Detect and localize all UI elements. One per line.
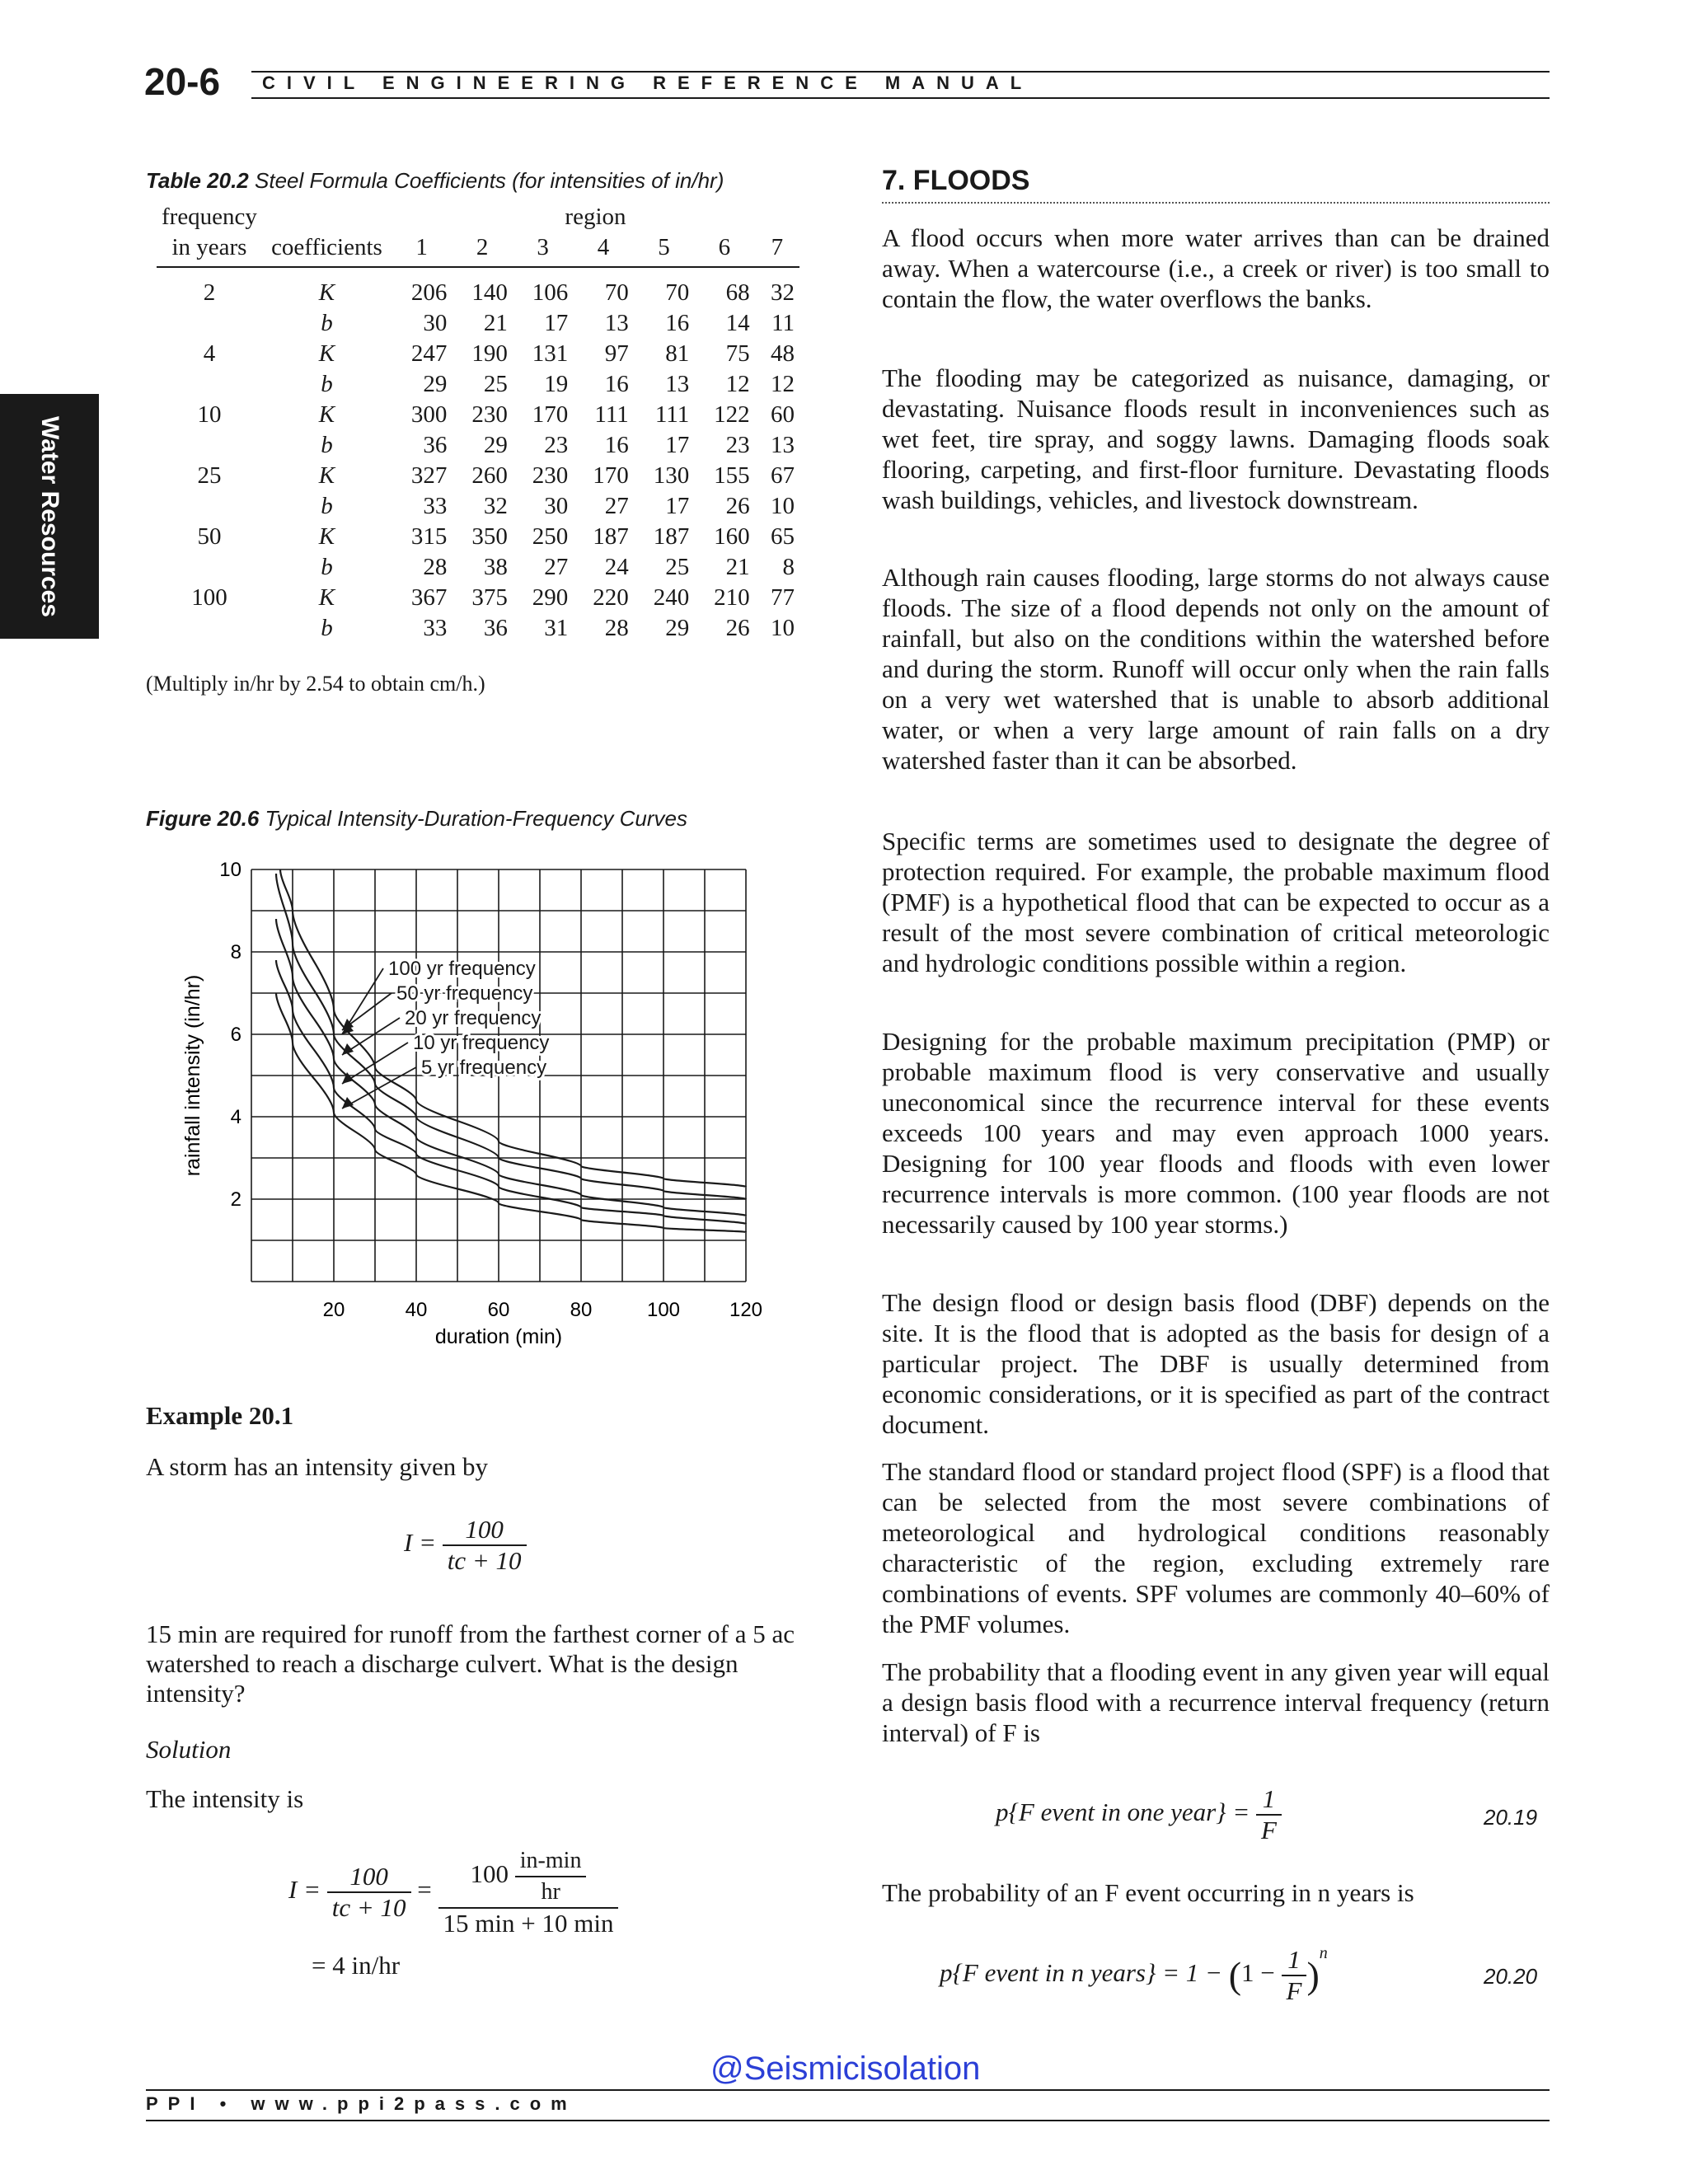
- y-axis-label: rainfall intensity (in/hr): [181, 974, 204, 1177]
- example-title: Example 20.1: [146, 1401, 294, 1430]
- cell-value: 70: [604, 279, 629, 306]
- cell-frequency: 2: [203, 279, 216, 306]
- cell-value: 106: [532, 279, 569, 306]
- formula-lhs: I =: [404, 1528, 436, 1558]
- table-row: [157, 461, 799, 491]
- solution-unit-fraction: [515, 1846, 587, 1907]
- cell-frequency: [157, 369, 262, 400]
- equation-20-19: [996, 1784, 1408, 1845]
- eq2-lhs: p{F event in n years} = 1 −: [940, 1958, 1222, 1987]
- y-tick-label: 10: [219, 859, 241, 881]
- side-tab: [0, 394, 99, 639]
- eq2-inner: 1 −: [1241, 1958, 1275, 1987]
- cell-coefficient: K: [318, 462, 335, 489]
- cell-value: 36: [483, 615, 508, 641]
- x-tick-label: 100: [646, 1299, 681, 1321]
- cell-value: 17: [665, 432, 690, 458]
- header-region-1: 1: [392, 232, 452, 267]
- x-tick-label: 20: [322, 1299, 345, 1321]
- x-axis-label: duration (min): [434, 1325, 563, 1348]
- idf-chart: [173, 849, 767, 1360]
- x-tick-label: 80: [570, 1299, 593, 1321]
- cell-value: 111: [654, 401, 690, 428]
- eq2-den: F: [1286, 1975, 1302, 2005]
- paragraph-2: The flooding may be categorized as nuisance, damaging, or devastating. Nuisance floods result in inconveniences such as wet feet, tire spray, and soggy lawns. Damaging floods soak flooring, carpeting, and first-floor furniture. Devastating floods wash buildings, vehicles, and livestock downstream.: [882, 363, 1550, 514]
- cell-frequency: 25: [197, 462, 222, 489]
- formula-denominator: tc + 10: [447, 1546, 522, 1575]
- cell-value: 27: [604, 493, 629, 519]
- header-region: region: [565, 204, 626, 230]
- header-region-6: 6: [694, 232, 754, 267]
- table-caption-text: Steel Formula Coefficients (for intensities of in/hr): [255, 168, 724, 193]
- cell-value: 290: [532, 584, 569, 611]
- cell-value: 70: [665, 279, 690, 306]
- table-row: [157, 339, 799, 369]
- paragraph-1: A flood occurs when more water arrives than can be drained away. When a watercourse (i.e., a creek or river) is too small to contain the flow, the water overflows the banks.: [882, 223, 1550, 313]
- cell-value: 16: [604, 371, 629, 397]
- cell-value: 75: [725, 340, 750, 367]
- cell-value: 12: [725, 371, 750, 397]
- example-question: 15 min are required for runoff from the farthest corner of a 5 ac watershed to reach a discharge culvert. What is the design intensity?: [146, 1619, 795, 1708]
- cell-value: 260: [471, 462, 508, 489]
- cell-value: 30: [544, 493, 569, 519]
- cell-value: 65: [771, 523, 795, 550]
- cell-value: 140: [471, 279, 508, 306]
- table-caption: [146, 168, 724, 194]
- header-region-4: 4: [573, 232, 633, 267]
- y-tick-label: 4: [230, 1106, 241, 1128]
- cell-value: 160: [714, 523, 750, 550]
- cell-value: 131: [532, 340, 569, 367]
- cell-value: 247: [410, 340, 448, 367]
- cell-value: 38: [483, 554, 508, 580]
- formula-numerator: 100: [443, 1515, 527, 1546]
- table-row: [157, 491, 799, 522]
- cell-value: 27: [544, 554, 569, 580]
- cell-value: 26: [725, 615, 750, 641]
- cell-value: 230: [532, 462, 569, 489]
- cell-value: 210: [714, 584, 750, 611]
- cell-value: 33: [423, 615, 448, 641]
- solution-frac2-den: 15 min + 10 min: [443, 1909, 614, 1938]
- cell-value: 187: [653, 523, 690, 550]
- cell-value: 350: [471, 523, 508, 550]
- figure-caption-text: Typical Intensity-Duration-Frequency Curves: [265, 806, 687, 831]
- cell-value: 375: [471, 584, 508, 611]
- paragraph-4: Specific terms are sometimes used to designate the degree of protection required. For example, the probable maximum flood (PMF) is a hypothetical flood that can be expected to occur as a result of the most severe combination of critical meteorologic and hydrologic conditions possible within a region.: [882, 827, 1550, 977]
- cell-value: 10: [771, 493, 795, 519]
- table-row: [157, 430, 799, 461]
- cell-value: 14: [725, 310, 750, 336]
- cell-value: 26: [725, 493, 750, 519]
- y-tick-label: 2: [230, 1188, 241, 1211]
- cell-value: 155: [714, 462, 750, 489]
- coefficient-table: [157, 202, 799, 644]
- formula-fraction: [443, 1515, 527, 1576]
- cell-frequency: 10: [197, 401, 222, 428]
- cell-value: 77: [771, 584, 795, 611]
- solution-unit-top: in-min: [515, 1846, 587, 1877]
- cell-value: 17: [544, 310, 569, 336]
- eq2-fraction: [1282, 1945, 1307, 2006]
- cell-value: 170: [532, 401, 569, 428]
- paragraph-5: Designing for the probable maximum precipitation (PMP) or probable maximum flood is very conservative and usually uneconomical since the recurrence interval for these events exceeds 100 years and may even approach 1000 years. Designing for 100 year floods and floods with even lower recurrence intervals is more common. (100 year floods are not necessarily caused by 100 year storms.): [882, 1027, 1550, 1239]
- table-row: [157, 369, 799, 400]
- cell-value: 28: [604, 615, 629, 641]
- eq2-exponent: n: [1319, 1944, 1328, 1962]
- header-region-7: 7: [755, 232, 799, 267]
- x-tick-label: 120: [729, 1299, 763, 1321]
- solution-frac1-den: tc + 10: [331, 1893, 406, 1922]
- footer-rule-top: [146, 2089, 1550, 2091]
- figure-caption-label: Figure 20.6: [146, 806, 260, 831]
- series-label: 10 yr frequency: [413, 1032, 550, 1054]
- paragraph-6: The design flood or design basis flood (DBF) depends on the site. It is the flood that is adopted as the basis for design of a particular project. The DBF is usually determined from economic considerations, or it is specified as part of the contract document.: [882, 1288, 1550, 1439]
- cell-coefficient: K: [318, 523, 335, 550]
- x-tick-label: 60: [487, 1299, 510, 1321]
- solution-result: = 4 in/hr: [312, 1951, 401, 1980]
- cell-value: 190: [471, 340, 508, 367]
- series-label: 20 yr frequency: [405, 1007, 542, 1029]
- solution-lhs: I =: [288, 1875, 321, 1905]
- cell-value: 97: [604, 340, 629, 367]
- solution-formula: [288, 1846, 701, 1938]
- solution-intro: The intensity is: [146, 1784, 304, 1813]
- header-region-3: 3: [513, 232, 573, 267]
- cell-coefficient: b: [321, 554, 333, 580]
- header-frequency: frequency: [162, 204, 257, 230]
- cell-value: 81: [665, 340, 690, 367]
- eq2-num: 1: [1282, 1945, 1307, 1976]
- running-head: CIVIL ENGINEERING REFERENCE MANUAL: [262, 73, 1034, 93]
- cell-value: 250: [532, 523, 569, 550]
- cell-value: 29: [483, 432, 508, 458]
- cell-value: 16: [604, 432, 629, 458]
- cell-value: 23: [725, 432, 750, 458]
- cell-coefficient: K: [318, 584, 335, 611]
- cell-value: 19: [544, 371, 569, 397]
- cell-value: 187: [593, 523, 629, 550]
- cell-value: 300: [410, 401, 448, 428]
- eq1-num: 1: [1256, 1784, 1282, 1816]
- cell-frequency: [157, 491, 262, 522]
- section-rule: [882, 202, 1550, 204]
- cell-value: 25: [483, 371, 508, 397]
- cell-value: 23: [544, 432, 569, 458]
- cell-value: 48: [771, 340, 795, 367]
- header-rule-bottom: [251, 97, 1550, 99]
- cell-value: 24: [604, 554, 629, 580]
- solution-frac2-num: [438, 1846, 619, 1909]
- eq2-paren-close: ): [1306, 1953, 1320, 1996]
- cell-value: 17: [665, 493, 690, 519]
- cell-coefficient: b: [321, 432, 333, 458]
- table-body: [157, 267, 799, 644]
- y-tick-label: 6: [230, 1024, 241, 1046]
- cell-frequency: [157, 613, 262, 644]
- cell-value: 30: [423, 310, 448, 336]
- cell-coefficient: K: [318, 279, 335, 306]
- eq1-fraction: [1256, 1784, 1282, 1845]
- cell-value: 16: [665, 310, 690, 336]
- page-number: 20-6: [144, 60, 221, 103]
- cell-value: 327: [410, 462, 448, 489]
- cell-value: 13: [604, 310, 629, 336]
- cell-frequency: [157, 430, 262, 461]
- table-row: [157, 552, 799, 583]
- cell-value: 67: [771, 462, 795, 489]
- solution-equals: =: [417, 1875, 432, 1905]
- series-label: 5 yr frequency: [421, 1057, 547, 1079]
- solution-fraction-1: [327, 1862, 411, 1923]
- series-label: 100 yr frequency: [388, 958, 536, 980]
- paragraph-7: The standard flood or standard project flood (SPF) is a flood that can be selected from the most severe combinations of meteorological and hydrological conditions reasonably characteristic of the region, excluding extremely rare combinations of events. SPF volumes are commonly 40–60% of the PMF volumes.: [882, 1457, 1550, 1638]
- cell-value: 21: [725, 554, 750, 580]
- eq2-paren-open: (: [1228, 1953, 1242, 1996]
- example-intro: A storm has an intensity given by: [146, 1452, 489, 1481]
- cell-frequency: 100: [191, 584, 227, 611]
- figure-caption: [146, 806, 687, 832]
- cell-value: 36: [423, 432, 448, 458]
- eq1-den: F: [1261, 1816, 1277, 1844]
- solution-frac2-value: 100: [470, 1859, 509, 1889]
- cell-coefficient: K: [318, 340, 335, 367]
- cell-value: 29: [665, 615, 690, 641]
- table-note: (Multiply in/hr by 2.54 to obtain cm/h.): [146, 672, 485, 696]
- solution-unit-bottom: hr: [541, 1879, 560, 1905]
- cell-coefficient: K: [318, 401, 335, 428]
- cell-value: 13: [771, 432, 795, 458]
- leader-arrowhead: [342, 1019, 354, 1030]
- watermark: @Seismicisolation: [710, 2050, 981, 2087]
- solution-fraction-2: [438, 1846, 619, 1938]
- solution-label: Solution: [146, 1735, 232, 1764]
- header-region-2: 2: [452, 232, 512, 267]
- cell-value: 33: [423, 493, 448, 519]
- cell-value: 11: [771, 310, 795, 336]
- section-title: 7. FLOODS: [882, 165, 1030, 196]
- cell-value: 29: [423, 371, 448, 397]
- cell-coefficient: b: [321, 310, 333, 336]
- cell-value: 31: [544, 615, 569, 641]
- cell-coefficient: b: [321, 493, 333, 519]
- cell-value: 8: [782, 554, 795, 580]
- cell-value: 130: [653, 462, 690, 489]
- cell-value: 367: [410, 584, 448, 611]
- equation-number-20-19: 20.19: [1484, 1805, 1538, 1830]
- side-tab-label: Water Resources: [36, 415, 63, 617]
- cell-value: 21: [483, 310, 508, 336]
- equation-number-20-20: 20.20: [1484, 1964, 1538, 1989]
- footer-rule-bottom: [146, 2120, 1550, 2121]
- x-tick-label: 40: [405, 1299, 428, 1321]
- paragraph-9: The probability of an F event occurring in n years is: [882, 1878, 1414, 1907]
- header-region-5: 5: [634, 232, 694, 267]
- cell-value: 68: [725, 279, 750, 306]
- header-coefficients: coefficients: [262, 232, 392, 267]
- cell-value: 240: [653, 584, 690, 611]
- table-row: [157, 308, 799, 339]
- table-row: [157, 522, 799, 552]
- cell-value: 122: [714, 401, 750, 428]
- cell-value: 25: [665, 554, 690, 580]
- y-tick-label: 8: [230, 941, 241, 963]
- paragraph-3: Although rain causes flooding, large storms do not always cause floods. The size of a flood depends not only on the amount of rainfall, but also on the conditions within the watershed before and during the storm. Runoff will occur only when the rain falls on a very wet watershed that is unable to absorb additional water, or when a very large amount of rain falls on a dry watershed faster than it can be absorbed.: [882, 563, 1550, 775]
- cell-value: 170: [593, 462, 629, 489]
- cell-value: 13: [665, 371, 690, 397]
- cell-value: 315: [410, 523, 448, 550]
- table-caption-label: Table 20.2: [146, 168, 249, 193]
- header-in-years: in years: [157, 232, 262, 267]
- cell-frequency: 4: [203, 340, 216, 367]
- cell-value: 60: [771, 401, 795, 428]
- example-formula: [404, 1515, 651, 1576]
- cell-value: 111: [594, 401, 629, 428]
- cell-frequency: [157, 308, 262, 339]
- table-row: [157, 400, 799, 430]
- cell-value: 220: [593, 584, 629, 611]
- table-row: [157, 267, 799, 308]
- table-row: [157, 613, 799, 644]
- cell-frequency: [157, 552, 262, 583]
- table-row: [157, 583, 799, 613]
- paragraph-8: The probability that a flooding event in any given year will equal a design basis flood with a recurrence interval frequency (return interval) of F is: [882, 1657, 1550, 1747]
- equation-20-20: [940, 1938, 1467, 2006]
- cell-frequency: 50: [197, 523, 222, 550]
- cell-value: 32: [483, 493, 508, 519]
- cell-value: 28: [423, 554, 448, 580]
- cell-value: 10: [771, 615, 795, 641]
- footer-text: PPI • www.ppi2pass.com: [146, 2093, 577, 2114]
- cell-coefficient: b: [321, 615, 333, 641]
- series-label: 50 yr frequency: [396, 982, 533, 1005]
- cell-value: 230: [471, 401, 508, 428]
- cell-value: 12: [771, 371, 795, 397]
- cell-coefficient: b: [321, 371, 333, 397]
- eq1-lhs: p{F event in one year} =: [996, 1797, 1250, 1827]
- solution-frac1-num: 100: [327, 1862, 411, 1893]
- cell-value: 206: [410, 279, 448, 306]
- cell-value: 32: [771, 279, 795, 306]
